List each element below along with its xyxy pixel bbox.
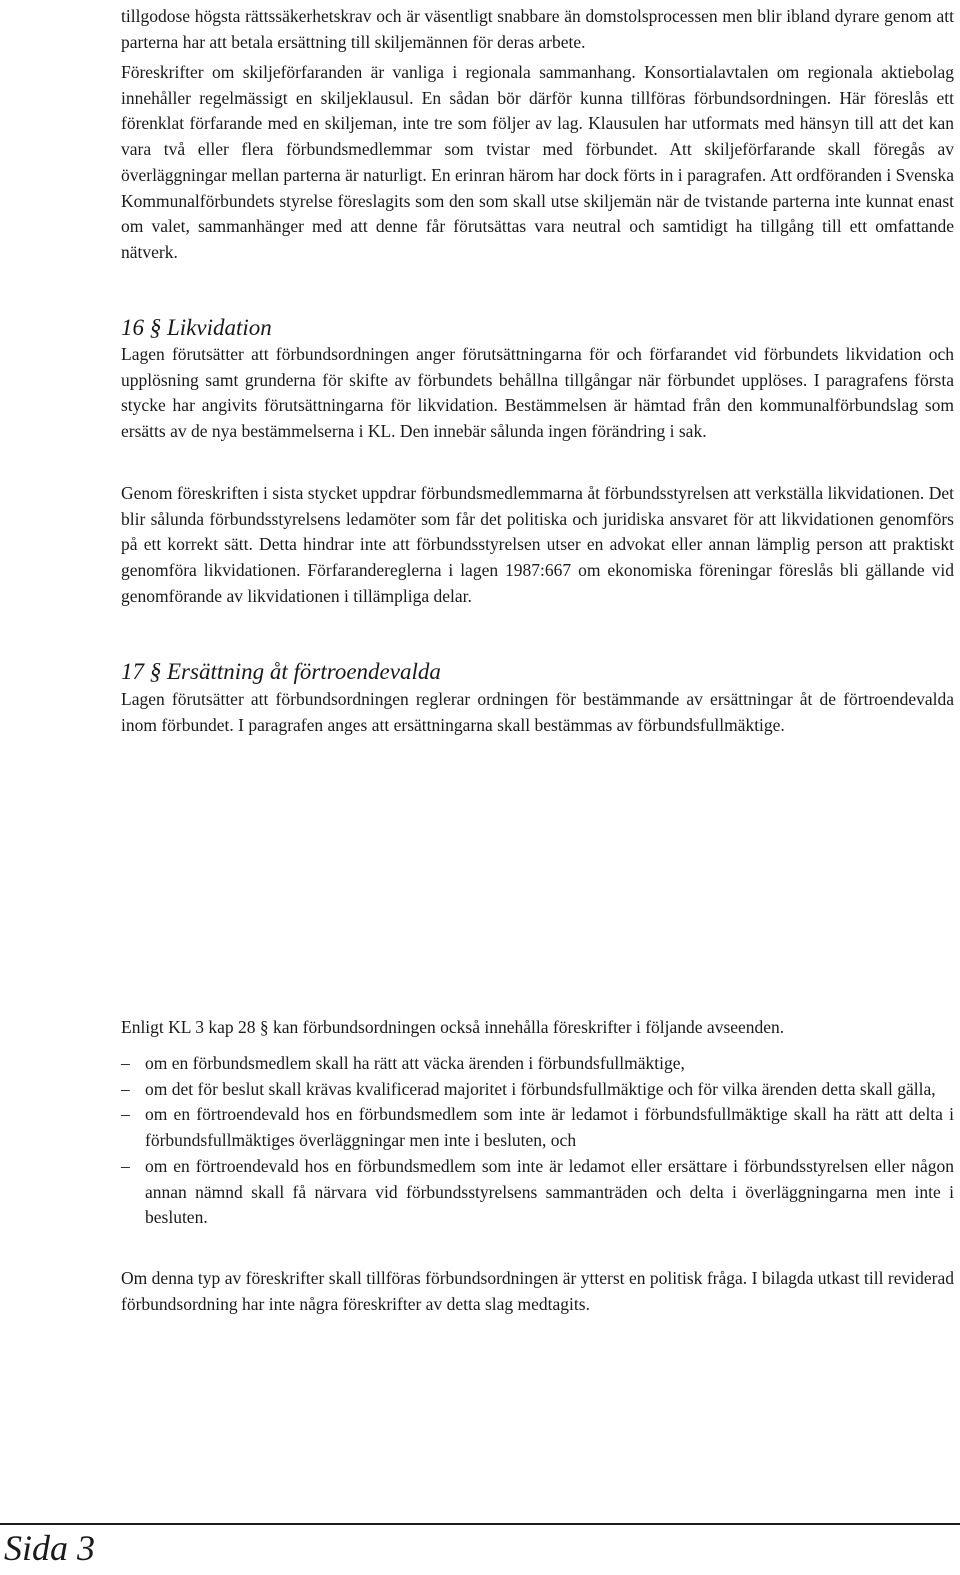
intro-paragraph-2: Föreskrifter om skiljeförfaranden är vanliga i regionala sammanhang. Konsortialavtalen om regionala aktiebolag innehåller regelmässigt en skiljeklausul. En sådan bör därför kunna tillföras förbundsordningen. Här föreslås ett förenklat förfarande med en skiljeman, inte tre som följer av lag. Klausulen har utformats med hänsyn till att det kan vara två eller flera förbundsmedlemmar som tvistar med förbundet. Att skiljeförfarande skall föregås av överläggningar mellan parterna är naturligt. En erinran härom har dock förts in i paragrafen. Att ordföranden i Svenska Kommunalförbundets styrelse föreslagits som den som skall utse skiljemän när de tvistande parterna inte kunnat enast om valet, sammanhänger med att denne får förutsättas vara neutral och samtidigt ha tillgång till ett omfattande nätverk. xyxy=(121,62,954,262)
section-17-paragraph: Lagen förutsätter att förbundsordningen reglerar ordningen för bestämmande av ersättningar åt de förtroendevalda inom förbundet. I paragrafen anges att ersättningarna skall bestämmas av förbundsfullmäktige. xyxy=(121,689,954,735)
list-item xyxy=(121,1077,954,1103)
kl-intro-paragraph: Enligt KL 3 kap 28 § kan förbundsordningen också innehålla föreskrifter i följande avseenden. xyxy=(121,1017,785,1037)
dash-bullet: – xyxy=(121,1078,130,1099)
list-item-text: om en förtroendevald hos en förbundsmedlem som inte är ledamot i förbundsfullmäktige skall ha rätt att delta i förbundsfullmäktiges överläggningar men inte i besluten, och xyxy=(145,1104,954,1151)
list-item-text: om det för beslut skall krävas kvalificerad majoritet i förbundsfullmäktige och för vilka ärenden detta skall gälla, xyxy=(145,1078,936,1099)
list-item-text: om en förtroendevald hos en förbundsmedlem som inte är ledamot eller ersättare i förbundsstyrelsen eller någon annan nämnd skall få närvara vid förbundsstyrelsens sammanträden och delta i överläggningarna men inte i besluten. xyxy=(145,1155,954,1228)
section-16-paragraph-1: Lagen förutsätter att förbundsordningen anger förutsättningarna för och förfarandet vid förbundets likvidation och upplösning samt grunderna för skifte av förbundets behållna tillgångar när förbundet upplöses. I paragrafens första stycke har angivits förutsättningarna för likvidation. Bestämmelsen är hämtad från den kommunalförbundslag som ersätts av de nya bestämmelserna i KL. Den innebär sålunda ingen förändring i sak. xyxy=(121,344,954,442)
list-item xyxy=(121,1102,954,1153)
kl-closing-paragraph: Om denna typ av föreskrifter skall tillföras förbundsordningen är ytterst en politisk fråga. I bilagda utkast till reviderad förbundsordning har inte några föreskrifter av detta slag medtagits. xyxy=(121,1268,954,1314)
page-number-label: Sida 3 xyxy=(4,1528,96,1568)
list-item xyxy=(121,1154,954,1231)
footer-rule xyxy=(0,1523,960,1525)
kl-provisions-list xyxy=(121,1051,954,1231)
section-16-paragraph-2: Genom föreskriften i sista stycket uppdrar förbundsmedlemmarna åt förbundsstyrelsen att verkställa likvidationen. Det blir sålunda förbundsstyrelsens ledamöter som får det politiska och juridiska ansvaret för att likvidationen genomförs på ett korrekt sätt. Detta hindrar inte att förbundsstyrelsen utser en advokat eller annan lämplig person att praktiskt genomföra likvidationen. Förfarandereglerna i lagen 1987:667 om ekonomiska föreningar föreslås bli gällande vid genomförande av likvidationen i tillämpliga delar. xyxy=(121,483,954,606)
dash-bullet: – xyxy=(121,1053,130,1073)
section-17-heading: 17 § Ersättning åt förtroendevalda xyxy=(121,659,441,684)
intro-paragraph-1: tillgodose högsta rättssäkerhetskrav och är väsentligt snabbare än domstolsprocessen men blir ibland dyrare genom att parterna har att betala ersättning till skiljemännen för deras arbete. xyxy=(121,6,954,52)
dash-bullet: – xyxy=(121,1104,130,1125)
list-item xyxy=(121,1051,954,1077)
section-16-heading: 16 § Likvidation xyxy=(121,315,272,340)
list-item-text: om en förbundsmedlem skall ha rätt att väcka ärenden i förbundsfullmäktige, xyxy=(145,1053,685,1073)
dash-bullet: – xyxy=(121,1155,130,1176)
